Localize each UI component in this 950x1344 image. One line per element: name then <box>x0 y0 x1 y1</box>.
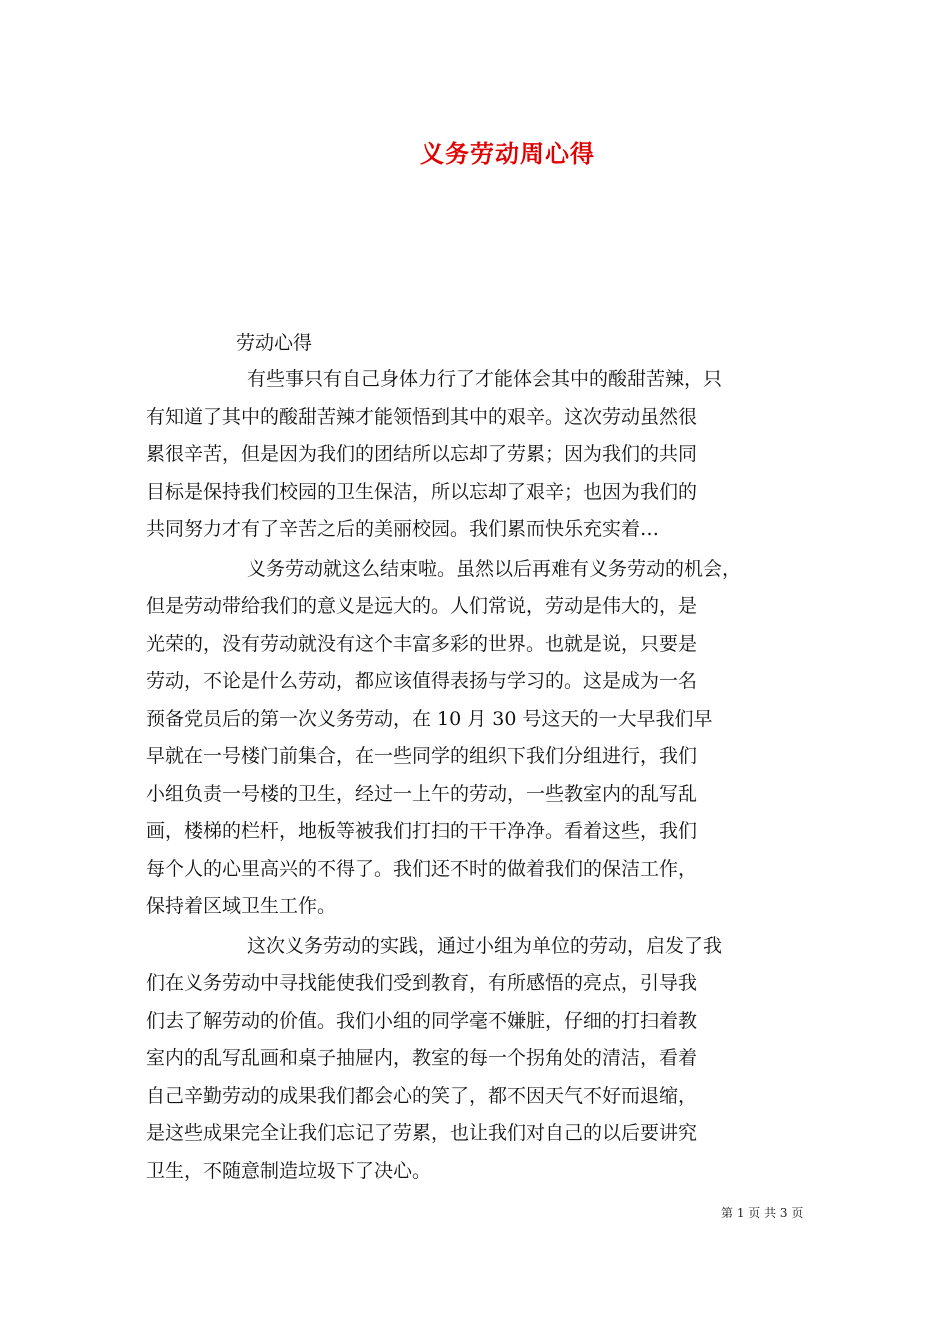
paragraph-line: 累很辛苦，但是因为我们的团结所以忘却了劳累；因为我们的共同 <box>146 443 698 465</box>
paragraph <box>146 551 811 926</box>
paragraph-line: 义务劳动就这么结束啦。虽然以后再难有义务劳动的机会， <box>247 557 742 580</box>
paragraph <box>146 928 811 1191</box>
paragraph-line: 光荣的，没有劳动就没有这个丰富多彩的世界。也就是说，只要是 <box>146 632 698 655</box>
paragraph-line: 保持着区域卫生工作。 <box>146 895 337 917</box>
paragraph-line: 早就在一号楼门前集合，在一些同学的组织下我们分组进行，我们 <box>146 745 698 767</box>
paragraph-line: 小组负责一号楼的卫生，经过一上午的劳动，一些教室内的乱写乱 <box>146 782 698 805</box>
paragraph-line: 们去了解劳动的价值。我们小组的同学毫不嫌脏，仔细的打扫着教 <box>146 1009 698 1032</box>
paragraph-line: 劳动，不论是什么劳动，都应该值得表扬与学习的。这是成为一名 <box>146 670 698 692</box>
page-footer: 第 1 页 共 3 页 <box>721 1206 804 1220</box>
paragraph-line: 预备党员后的第一次义务劳动，在 10 月 30 号这天的一大早我们早 <box>146 707 713 730</box>
section-heading: 劳动心得 <box>236 332 313 354</box>
paragraph-line: 室内的乱写乱画和桌子抽屉内，教室的每一个拐角处的清洁，看着 <box>146 1047 698 1069</box>
paragraph-line: 是这些成果完全让我们忘记了劳累，也让我们对自己的以后要讲究 <box>146 1122 698 1144</box>
paragraph-line: 共同努力才有了辛苦之后的美丽校园。我们累而快乐充实着… <box>146 518 660 540</box>
paragraph-line: 们在义务劳动中寻找能使我们受到教育，有所感悟的亮点，引导我 <box>146 972 698 994</box>
paragraph-line: 目标是保持我们校园的卫生保洁，所以忘却了艰辛；也因为我们的 <box>146 480 698 503</box>
document-title: 义务劳动周心得 <box>420 139 595 168</box>
paragraph-line: 有些事只有自己身体力行了才能体会其中的酸甜苦辣，只 <box>247 368 723 390</box>
paragraph-line: 每个人的心里高兴的不得了。我们还不时的做着我们的保洁工作， <box>146 857 698 880</box>
paragraph-line: 卫生，不随意制造垃圾下了决心。 <box>146 1159 432 1182</box>
paragraph-line: 画，楼梯的栏杆，地板等被我们打扫的干干净净。看着这些，我们 <box>146 820 698 842</box>
paragraph <box>146 361 811 549</box>
paragraph-line: 但是劳动带给我们的意义是远大的。人们常说，劳动是伟大的，是 <box>146 595 698 617</box>
paragraph-line: 这次义务劳动的实践，通过小组为单位的劳动，启发了我 <box>247 934 723 957</box>
paragraph-line: 自己辛勤劳动的成果我们都会心的笑了，都不因天气不好而退缩， <box>146 1084 698 1107</box>
paragraph-line: 有知道了其中的酸甜苦辣才能领悟到其中的艰辛。这次劳动虽然很 <box>146 405 698 428</box>
document-body <box>146 361 811 1190</box>
